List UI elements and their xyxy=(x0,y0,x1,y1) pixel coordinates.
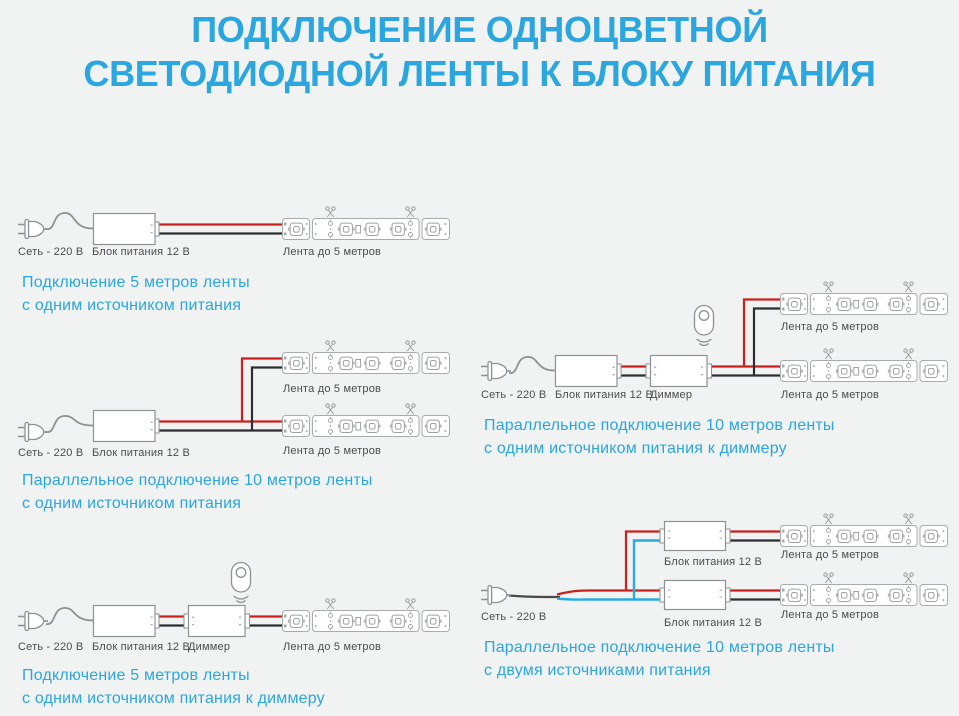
page-title-line1: ПОДКЛЮЧЕНИЕ ОДНОЦВЕТНОЙ xyxy=(191,9,768,50)
dimmer-label: Диммер xyxy=(188,641,231,653)
caption-line: с одним источником питания к диммеру xyxy=(484,440,787,458)
dimmer-label: Диммер xyxy=(650,389,693,401)
diagram-4 xyxy=(481,282,948,387)
mains-cord xyxy=(46,213,93,229)
caption-line: Подключение 5 метров ленты xyxy=(22,667,250,684)
diagram-1-caption xyxy=(22,271,250,317)
caption-line: с двумя источниками питания xyxy=(484,662,711,680)
caption-line: Подключение 5 метров ленты xyxy=(22,274,250,291)
page-title-line2: СВЕТОДИОДНОЙ ЛЕНТЫ К БЛОКУ ПИТАНИЯ xyxy=(83,52,876,94)
caption-line: Параллельное подключение 10 метров ленты xyxy=(22,472,373,489)
mains-cord xyxy=(46,608,93,624)
mains-label: Сеть - 220 В xyxy=(18,246,84,258)
mains-cord xyxy=(509,357,555,373)
caption-line: с одним источником питания к диммеру xyxy=(22,690,325,708)
caption-line: с одним источником питания xyxy=(22,495,242,513)
caption-line: Параллельное подключение 10 метров ленты xyxy=(484,639,835,656)
diagram-3-caption xyxy=(22,664,325,710)
psu-label: Блок питания 12 В xyxy=(664,617,763,629)
diagram-1 xyxy=(18,207,450,245)
psu-label: Блок питания 12 В xyxy=(92,246,191,258)
psu-label: Блок питания 12 В xyxy=(92,447,191,459)
strip-label: Лента до 5 метров xyxy=(781,609,880,621)
mains-cord xyxy=(509,596,560,598)
strip-label: Лента до 5 метров xyxy=(283,383,382,395)
strip-label: Лента до 5 метров xyxy=(781,321,880,333)
psu-label: Блок питания 12 В xyxy=(555,389,654,401)
diagram-5-caption xyxy=(484,636,835,682)
strip-label: Лента до 5 метров xyxy=(781,389,880,401)
mains-label: Сеть - 220 В xyxy=(18,641,84,653)
strip-label: Лента до 5 метров xyxy=(781,549,880,561)
caption-line: с одним источником питания xyxy=(22,297,242,315)
wire-blue xyxy=(557,599,662,600)
page-title xyxy=(0,8,959,96)
wire-red xyxy=(557,591,662,595)
mains-label: Сеть - 220 В xyxy=(481,611,547,623)
diagram-4-caption xyxy=(484,414,835,460)
diagram-3 xyxy=(18,563,450,637)
strip-label: Лента до 5 метров xyxy=(283,641,382,653)
diagram-2-caption xyxy=(22,469,373,515)
strip-label: Лента до 5 метров xyxy=(283,445,382,457)
mains-cord xyxy=(46,416,93,432)
strip-label: Лента до 5 метров xyxy=(283,246,382,258)
diagram-2 xyxy=(18,341,450,442)
caption-line: Параллельное подключение 10 метров ленты xyxy=(484,417,835,434)
psu-label: Блок питания 12 В xyxy=(664,556,763,568)
mains-label: Сеть - 220 В xyxy=(481,389,547,401)
psu-label: Блок питания 12 В xyxy=(92,641,191,653)
mains-label: Сеть - 220 В xyxy=(18,447,84,459)
